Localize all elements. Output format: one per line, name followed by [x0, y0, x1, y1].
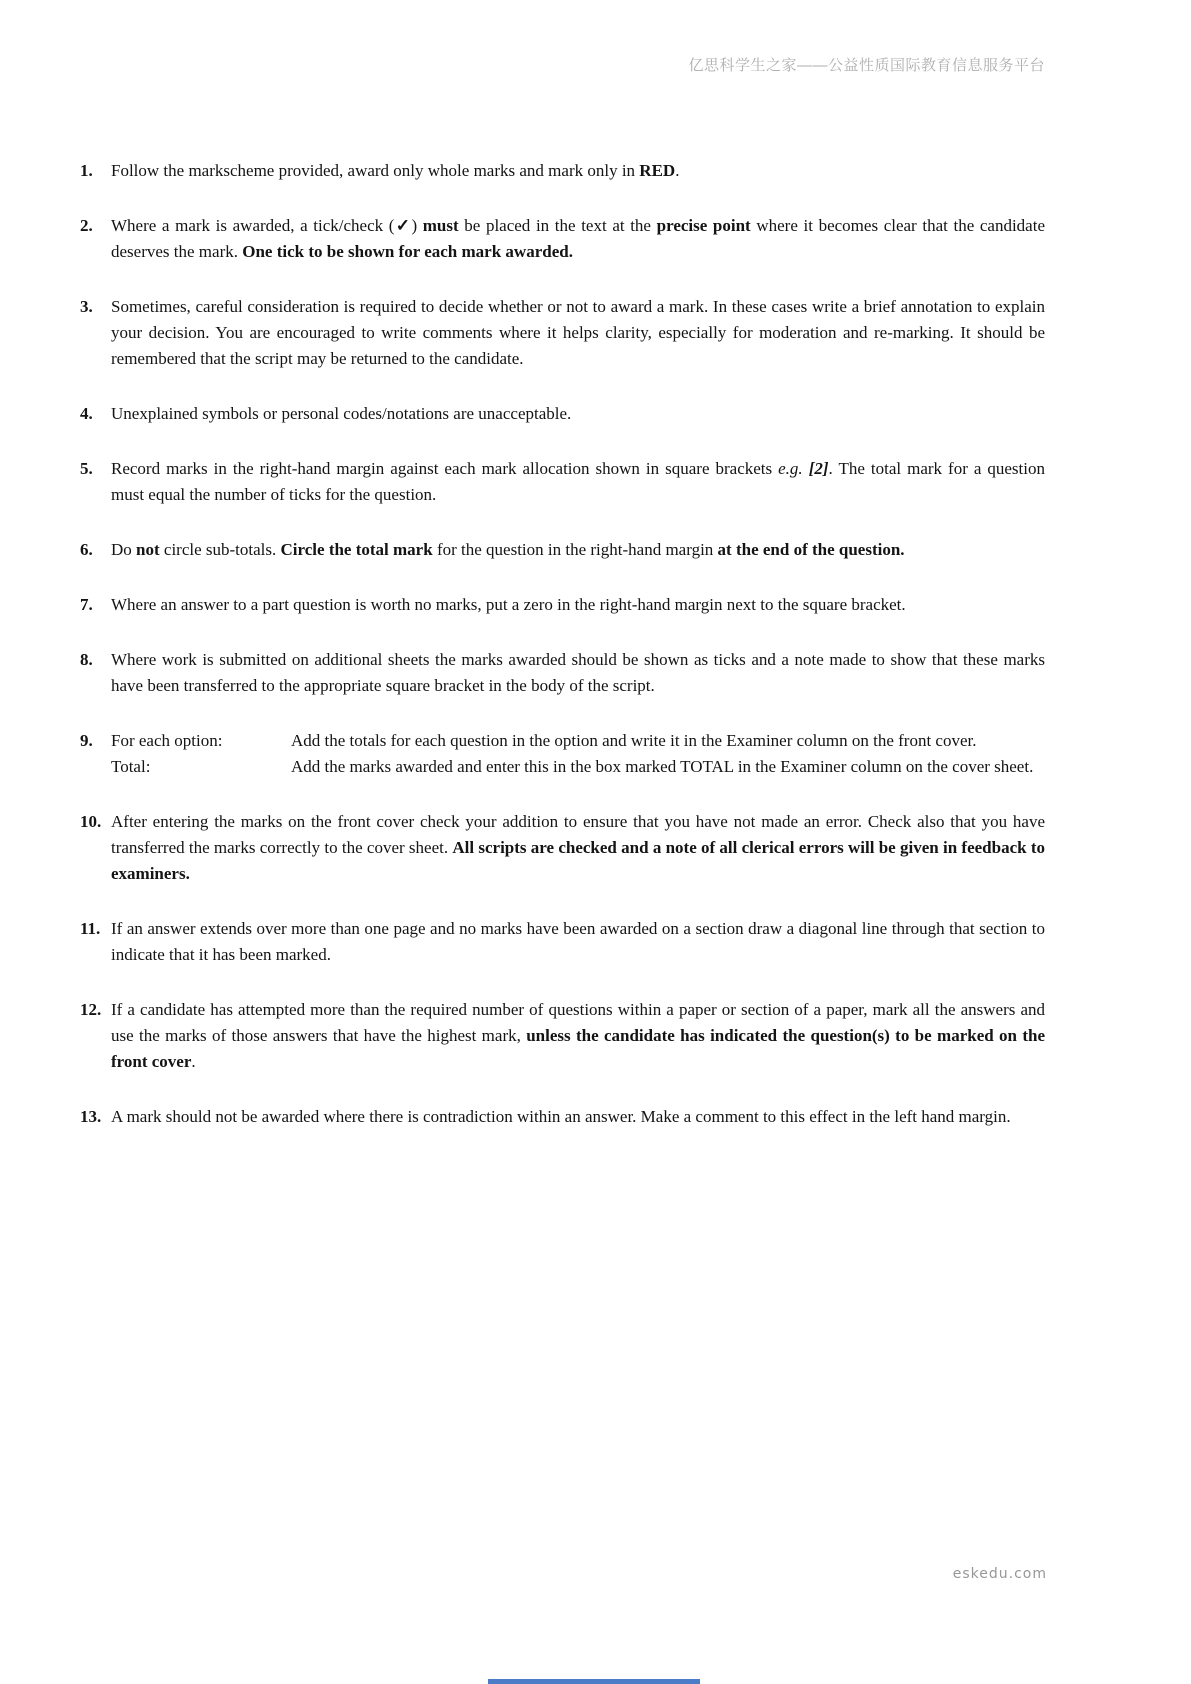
item-text [111, 728, 1045, 780]
instruction-item-13 [80, 1104, 1045, 1130]
item-text: Do not circle sub-totals. Circle the total mark for the question in the right-hand margin at the end of the question. [111, 540, 905, 559]
header-watermark: 亿思科学生之家——公益性质国际教育信息服务平台 [688, 57, 1045, 74]
option-totals-row [111, 728, 1045, 754]
grand-total-row [111, 754, 1045, 780]
instruction-item-3 [80, 294, 1045, 372]
instruction-item-10 [80, 809, 1045, 887]
sub-row-text: Add the totals for each question in the option and write it in the Examiner column on the front cover. [291, 731, 977, 750]
instruction-item-12 [80, 997, 1045, 1075]
item-text: If an answer extends over more than one page and no marks have been awarded on a section draw a diagonal line through that section to indicate that it has been marked. [111, 919, 1045, 964]
item-number: 12. [80, 1000, 102, 1019]
item-number: 11. [80, 919, 101, 938]
item-number: 9. [80, 731, 93, 750]
instruction-item-1 [80, 158, 1045, 184]
footer-watermark: eskedu.com [952, 1566, 1047, 1582]
instruction-item-9 [80, 728, 1045, 780]
item-text: Where work is submitted on additional sheets the marks awarded should be shown as ticks and a note made to show that these marks have been transferred to the appropriate square bracket in the body of the script. [111, 650, 1045, 695]
item-number: 4. [80, 404, 93, 423]
item-text: If a candidate has attempted more than the required number of questions within a paper or section of a paper, mark all the answers and use the marks of those answers that have the highest mark, unless the candidate has indicated the question(s) to be marked on the front cover. [111, 1000, 1045, 1071]
item-number: 7. [80, 595, 93, 614]
item-number: 8. [80, 650, 93, 669]
instruction-item-8 [80, 647, 1045, 699]
item-text: Sometimes, careful consideration is required to decide whether or not to award a mark. In these cases write a brief annotation to explain your decision. You are encouraged to write comments where it helps clarity, especially for moderation and re-marking. It should be remembered that the script may be returned to the candidate. [111, 297, 1045, 368]
item-text: Follow the markscheme provided, award only whole marks and mark only in RED. [111, 161, 680, 180]
item-text: After entering the marks on the front cover check your addition to ensure that you have not made an error. Check also that you have transferred the marks correctly to the cover sheet. All scripts are checked and a note of all clerical errors will be given in feedback to examiners. [111, 812, 1045, 883]
item-number: 1. [80, 161, 93, 180]
item-text: Where a mark is awarded, a tick/check (✓) must be placed in the text at the precise point where it becomes clear that the candidate deserves the mark. One tick to be shown for each mark awarded. [111, 216, 1045, 261]
item-number: 13. [80, 1107, 102, 1126]
instruction-item-6 [80, 537, 1045, 563]
instruction-item-11 [80, 916, 1045, 968]
instruction-item-2 [80, 213, 1045, 265]
sub-row-text: Add the marks awarded and enter this in the box marked TOTAL in the Examiner column on the cover sheet. [291, 757, 1034, 776]
sub-row-label: Total: [111, 757, 151, 776]
instruction-item-5 [80, 456, 1045, 508]
sub-row-label: For each option: [111, 731, 223, 750]
item-number: 10. [80, 812, 102, 831]
item-text: Unexplained symbols or personal codes/notations are unacceptable. [111, 404, 572, 423]
item-text: Record marks in the right-hand margin against each mark allocation shown in square brackets e.g. [2]. The total mark for a question must equal the number of ticks for the question. [111, 459, 1045, 504]
item-number: 3. [80, 297, 93, 316]
item-text: Where an answer to a part question is worth no marks, put a zero in the right-hand margin next to the square bracket. [111, 595, 906, 614]
instruction-item-7 [80, 592, 1045, 618]
item-text: A mark should not be awarded where there is contradiction within an answer. Make a comment to this effect in the left hand margin. [111, 1107, 1011, 1126]
item-number: 6. [80, 540, 93, 559]
item-number: 5. [80, 459, 93, 478]
instruction-item-4 [80, 401, 1045, 427]
bottom-blue-bar [488, 1679, 700, 1684]
instruction-list [80, 158, 1045, 1159]
item-number: 2. [80, 216, 93, 235]
